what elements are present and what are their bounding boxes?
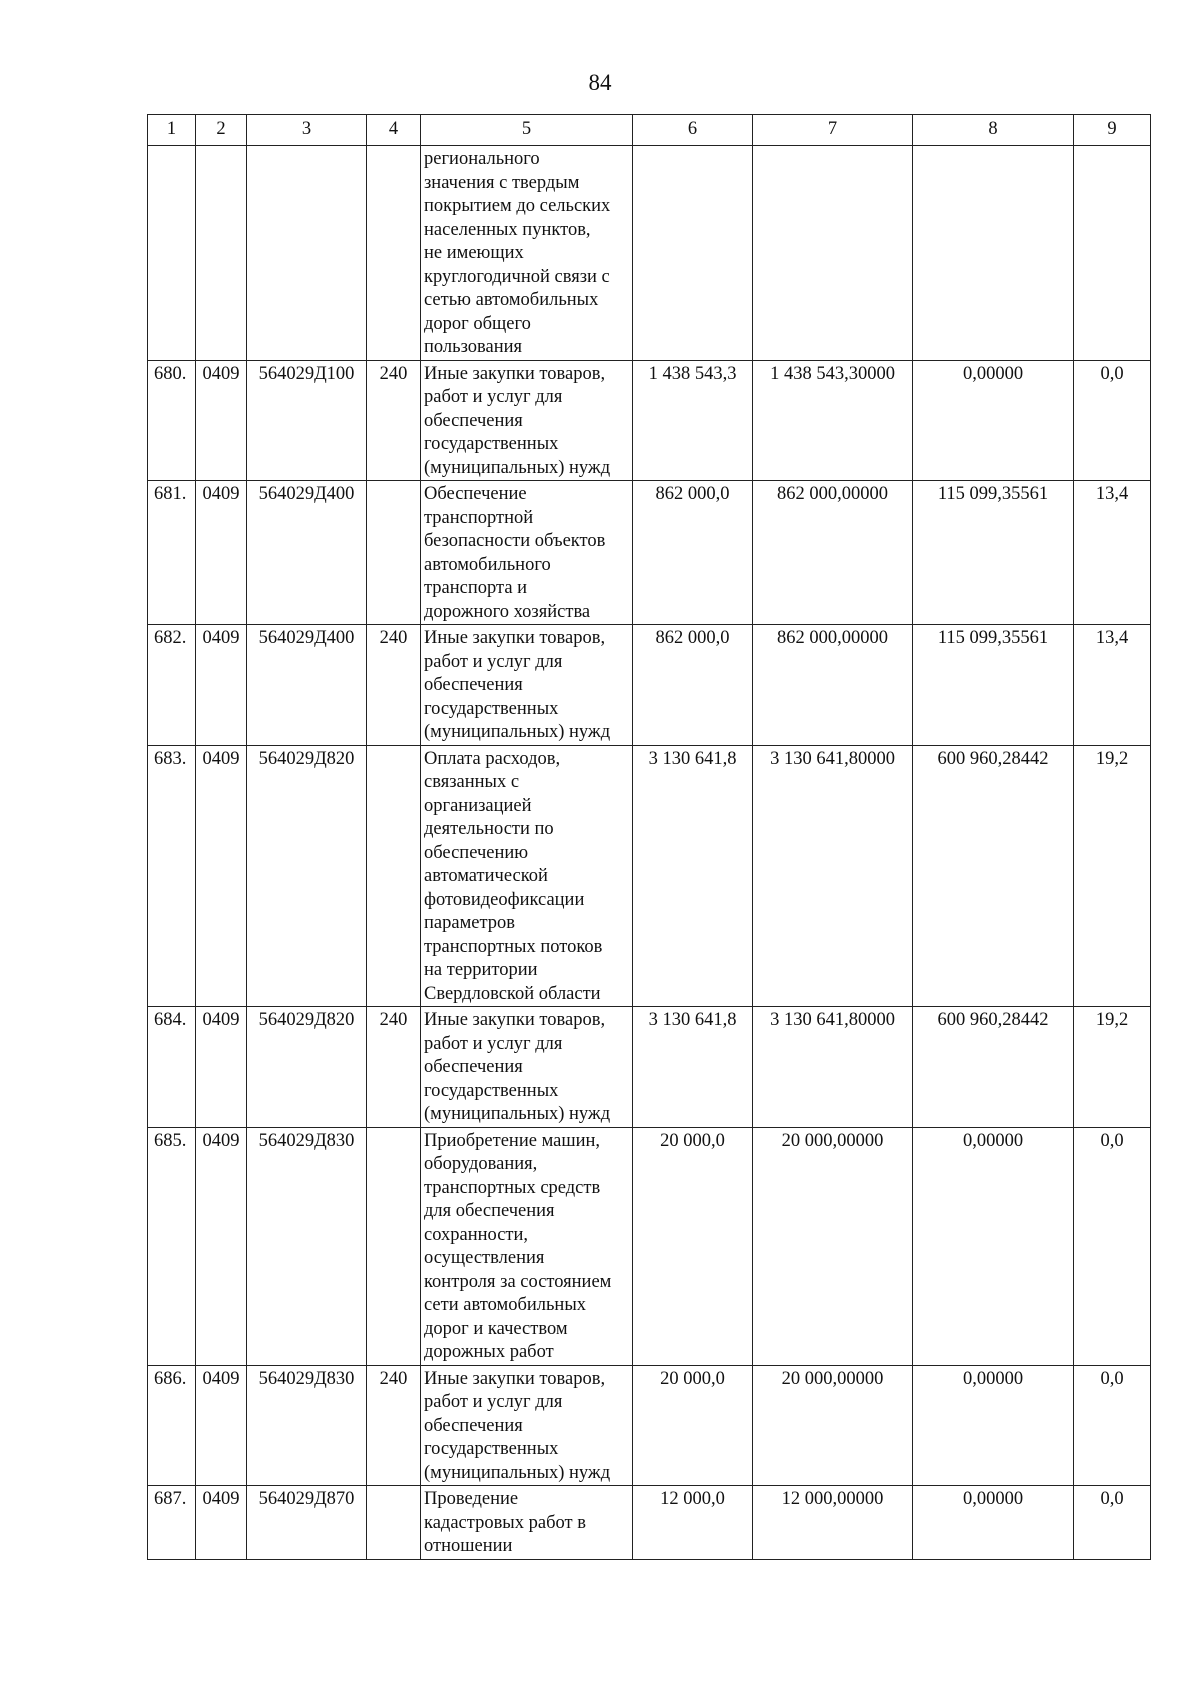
target-article-code: 564029Д100 — [247, 360, 367, 481]
expense-type-code — [367, 745, 421, 1007]
item-name: Иные закупки товаров, работ и услуг для обеспечения государственных (муниципальных) нужд — [421, 360, 633, 481]
percent-col9: 0,0 — [1074, 1365, 1151, 1486]
section-code: 0409 — [196, 625, 247, 746]
section-code: 0409 — [196, 1365, 247, 1486]
target-article-code: 564029Д400 — [247, 625, 367, 746]
section-code: 0409 — [196, 360, 247, 481]
expense-type-code — [367, 1486, 421, 1560]
amount-col8 — [913, 146, 1074, 361]
amount-col7 — [753, 146, 913, 361]
item-name: Приобретение машин, оборудования, транспортных средств для обеспечения сохранности, осуществления контроля за состоянием сети автомобильных дорог и качеством дорожных работ — [421, 1127, 633, 1365]
table-row — [148, 1365, 1151, 1486]
header-row — [148, 115, 1151, 146]
expense-type-code: 240 — [367, 625, 421, 746]
header-cell: 7 — [753, 115, 913, 146]
amount-col8: 0,00000 — [913, 1365, 1074, 1486]
expense-type-code — [367, 481, 421, 625]
amount-col7: 20 000,00000 — [753, 1127, 913, 1365]
amount-col6: 1 438 543,3 — [633, 360, 753, 481]
item-name: Оплата расходов, связанных с организацией деятельности по обеспечению автоматической фотовидеофиксации параметров транспортных потоков на территории Свердловской области — [421, 745, 633, 1007]
section-code: 0409 — [196, 1007, 247, 1128]
item-name: Иные закупки товаров, работ и услуг для обеспечения государственных (муниципальных) нужд — [421, 1365, 633, 1486]
row-number: 684. — [148, 1007, 196, 1128]
amount-col7: 1 438 543,30000 — [753, 360, 913, 481]
header-cell: 2 — [196, 115, 247, 146]
header-cell: 4 — [367, 115, 421, 146]
header-cell: 9 — [1074, 115, 1151, 146]
amount-col6 — [633, 146, 753, 361]
table-row — [148, 745, 1151, 1007]
item-name: Иные закупки товаров, работ и услуг для обеспечения государственных (муниципальных) нужд — [421, 1007, 633, 1128]
table-row — [148, 625, 1151, 746]
table-row — [148, 1127, 1151, 1365]
target-article-code: 564029Д820 — [247, 1007, 367, 1128]
page-number: 84 — [588, 70, 612, 95]
amount-col6: 862 000,0 — [633, 481, 753, 625]
amount-col8: 600 960,28442 — [913, 1007, 1074, 1128]
section-code — [196, 146, 247, 361]
amount-col8: 115 099,35561 — [913, 625, 1074, 746]
row-number: 681. — [148, 481, 196, 625]
amount-col6: 3 130 641,8 — [633, 745, 753, 1007]
target-article-code: 564029Д820 — [247, 745, 367, 1007]
row-number: 685. — [148, 1127, 196, 1365]
amount-col8: 115 099,35561 — [913, 481, 1074, 625]
row-number: 687. — [148, 1486, 196, 1560]
percent-col9: 13,4 — [1074, 625, 1151, 746]
header-cell: 5 — [421, 115, 633, 146]
expense-type-code: 240 — [367, 1007, 421, 1128]
row-number — [148, 146, 196, 361]
section-code: 0409 — [196, 1486, 247, 1560]
percent-col9: 13,4 — [1074, 481, 1151, 625]
header-cell: 8 — [913, 115, 1074, 146]
target-article-code: 564029Д830 — [247, 1365, 367, 1486]
percent-col9: 0,0 — [1074, 360, 1151, 481]
target-article-code: 564029Д400 — [247, 481, 367, 625]
amount-col7: 862 000,00000 — [753, 625, 913, 746]
amount-col8: 0,00000 — [913, 1127, 1074, 1365]
section-code: 0409 — [196, 1127, 247, 1365]
expense-type-code — [367, 1127, 421, 1365]
percent-col9: 19,2 — [1074, 1007, 1151, 1128]
amount-col8: 600 960,28442 — [913, 745, 1074, 1007]
amount-col6: 3 130 641,8 — [633, 1007, 753, 1128]
amount-col6: 20 000,0 — [633, 1127, 753, 1365]
item-name: Иные закупки товаров, работ и услуг для обеспечения государственных (муниципальных) нужд — [421, 625, 633, 746]
budget-table — [147, 114, 1151, 1560]
target-article-code: 564029Д830 — [247, 1127, 367, 1365]
amount-col6: 862 000,0 — [633, 625, 753, 746]
section-code: 0409 — [196, 481, 247, 625]
amount-col6: 20 000,0 — [633, 1365, 753, 1486]
item-name: Обеспечение транспортной безопасности объектов автомобильного транспорта и дорожного хозяйства — [421, 481, 633, 625]
section-code: 0409 — [196, 745, 247, 1007]
amount-col8: 0,00000 — [913, 360, 1074, 481]
percent-col9: 0,0 — [1074, 1127, 1151, 1365]
amount-col8: 0,00000 — [913, 1486, 1074, 1560]
amount-col7: 3 130 641,80000 — [753, 1007, 913, 1128]
expense-type-code: 240 — [367, 360, 421, 481]
row-number: 680. — [148, 360, 196, 481]
expense-type-code: 240 — [367, 1365, 421, 1486]
item-name: Проведение кадастровых работ в отношении — [421, 1486, 633, 1560]
row-number: 682. — [148, 625, 196, 746]
table-row — [148, 1007, 1151, 1128]
table-row — [148, 481, 1151, 625]
header-cell: 3 — [247, 115, 367, 146]
amount-col7: 20 000,00000 — [753, 1365, 913, 1486]
amount-col7: 862 000,00000 — [753, 481, 913, 625]
percent-col9 — [1074, 146, 1151, 361]
amount-col6: 12 000,0 — [633, 1486, 753, 1560]
amount-col7: 12 000,00000 — [753, 1486, 913, 1560]
table-row — [148, 360, 1151, 481]
percent-col9: 19,2 — [1074, 745, 1151, 1007]
row-number: 683. — [148, 745, 196, 1007]
row-number: 686. — [148, 1365, 196, 1486]
header-cell: 6 — [633, 115, 753, 146]
percent-col9: 0,0 — [1074, 1486, 1151, 1560]
header-cell: 1 — [148, 115, 196, 146]
expense-type-code — [367, 146, 421, 361]
target-article-code: 564029Д870 — [247, 1486, 367, 1560]
target-article-code — [247, 146, 367, 361]
table-row — [148, 146, 1151, 361]
item-name: регионального значения с твердым покрытием до сельских населенных пунктов, не имеющих круглогодичной связи с сетью автомобильных дорог общего пользования — [421, 146, 633, 361]
table-row — [148, 1486, 1151, 1560]
amount-col7: 3 130 641,80000 — [753, 745, 913, 1007]
